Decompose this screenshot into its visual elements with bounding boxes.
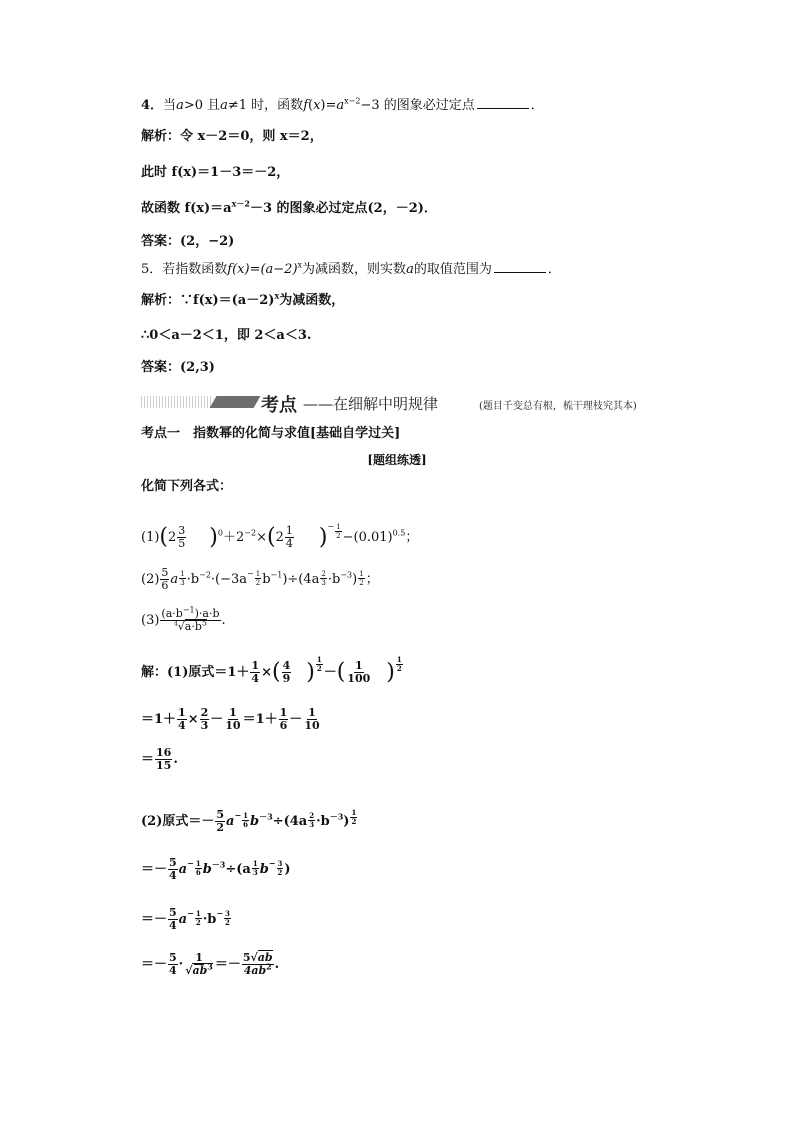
fraction [282,660,292,685]
numerator: 1 [178,706,186,719]
text: ＝1＋ [141,712,177,727]
section-banner [141,389,661,415]
denominator: 100 [347,672,371,685]
fraction [184,952,214,977]
group-practice-label [0,451,794,468]
var: a [170,572,179,587]
denominator: 3 [252,868,258,877]
solution-2-line3 [141,898,232,935]
label: (2) [141,572,160,587]
numerator: 2 [309,811,315,820]
text: ∵f(x)＝(a－2) [180,293,275,308]
text: ． [530,98,544,113]
numerator: 5√ab [242,951,273,964]
banner-stripes [141,396,211,408]
text: ) [343,814,350,829]
solution-1-line2 [141,705,322,735]
exponent: 0 [217,528,223,538]
exponent: －3 [329,811,344,822]
exponent-sign: − [216,908,224,918]
denominator: 2 [359,579,364,587]
exponent-fraction [308,812,315,829]
text: ·(−3a [210,572,248,587]
text: 4ab [243,964,267,977]
fraction [346,660,371,685]
text: 5 [242,951,251,964]
problem-2 [141,560,379,594]
text: × [256,530,267,545]
text: )÷(4a [282,572,320,587]
solution-1-line3 [141,745,178,775]
exponent-fraction [179,570,185,587]
banner-note: (题目千变总有根，梳干理枝究其本) [479,401,637,412]
fraction [177,525,186,550]
text: ·b [316,814,330,829]
numerator: 3 [277,859,283,868]
var: b [202,862,212,877]
analysis-label: 解析： [141,129,181,144]
exponent: －3 [211,859,226,870]
text: ＝－ [141,957,168,972]
numerator: 16 [156,746,172,759]
numerator: 1 [354,659,363,672]
banner-slant-bar [210,396,261,408]
numerator: 1 [285,524,293,537]
text: ·b [202,912,217,927]
var: b [259,862,269,877]
denominator: 2 [351,817,357,826]
fraction [168,907,178,932]
numerator: 1 [279,706,288,719]
text: . [274,957,280,972]
kaodian-title [141,425,400,443]
numerator: 5 [169,906,177,919]
numerator: 1 [396,655,402,664]
fraction [168,952,178,977]
fraction [160,605,220,633]
fraction [224,707,241,732]
exponent-fraction [335,523,341,540]
subsection-label: [题组练透] [367,453,427,467]
text: . [221,613,226,628]
question-5 [141,260,561,279]
exponent-fraction [195,910,202,927]
numerator: 5 [169,856,177,869]
text: >0 且 [183,98,221,113]
fraction [285,525,294,550]
denominator: 2 [396,664,402,673]
question-number: 4． [141,98,164,113]
denominator: $√ab^3$ [185,961,213,977]
text: ab [257,951,273,964]
analysis-5-line1 [141,292,344,310]
denominator: 2 [255,579,261,587]
numerator: 1 [359,570,364,578]
numerator: 1 [195,859,201,868]
exponent-sign: − [187,858,194,868]
numerator: 1 [316,655,322,664]
exponent: 2 [266,961,272,972]
text: × [187,712,199,727]
text: ( [308,98,314,113]
problem-1: (1)(2 $\frac{3}{5}$ )$^0+2^{-2}\times(2$ $\frac{1}{4}$ )− $\frac{1}{2}$ $-(0.01)^{0.5}$； [141,522,419,550]
text: 的取值范围为 [413,262,492,277]
denominator: 6 [279,719,288,732]
exponent-fraction [320,570,326,587]
text: － [289,712,303,727]
denominator: 2 [216,821,225,834]
numerator: 1 [195,909,201,918]
text: ． [547,262,561,277]
exponent-fraction [224,910,231,927]
exponent-fraction [252,860,259,877]
answer-value: (2,3) [180,360,215,375]
solution-2-line2 [141,848,291,885]
numerator: 5 [161,566,169,579]
denominator: 10 [225,719,241,732]
denominator: 2 [195,918,201,927]
text: ； [365,572,379,587]
text: a·b [184,620,202,633]
numerator: 1 [251,659,260,672]
exponent-sign: − [327,522,335,531]
numerator: 1 [252,859,258,868]
text: ÷(a [225,862,251,877]
fraction [303,707,320,732]
text: 解：(1)原式＝1＋ [141,665,250,680]
denominator: 2 [277,868,283,877]
label: (1) [141,530,160,545]
text: ·b [327,572,341,587]
text: ＝－ [141,912,168,927]
numerator: 1 [255,570,261,578]
denominator: 3 [321,579,326,587]
text: )= [320,98,337,113]
numerator: 3 [178,524,186,537]
solution-1-line1: 解：(1)原式＝1＋ $\frac{1}{4}$ ×( $\frac{4}{9}$ ) $\frac{1}{2}$ －( $\frac{1}{100}$ ) $\frac{1}{2}$ [141,655,402,685]
exponent-fraction [242,812,249,829]
text: ； [405,530,419,545]
exponent: x−2 [344,96,361,106]
text: 令 x－2＝0，则 x＝2， [180,129,323,144]
text: ＝1＋ [242,712,278,727]
text: ab [192,964,208,977]
exponent-fraction [350,809,357,826]
text: ＝－ [141,862,168,877]
answer-label: 答案： [141,360,181,375]
text: −(0.01) [342,530,393,545]
exponent: −2 [244,528,257,538]
denominator: 15 [156,759,172,772]
exponent: 3 [207,961,213,972]
denominator: 3 [200,719,209,732]
numerator: 1 [180,570,185,578]
analysis-4-line3 [141,200,437,218]
exponent-fraction [255,570,261,587]
exponent: 5 [201,618,207,628]
denominator: 4 [169,919,177,932]
text: (2)原式＝－ [141,814,215,829]
exponent: 0.5 [392,528,406,538]
text: ·b [186,572,200,587]
denominator: 6 [195,868,201,877]
analysis-5-line2 [141,327,311,345]
exponent: −2 [199,570,211,580]
denominator: 2 [225,918,230,927]
denominator: 3 [180,579,185,587]
root-index: 4 [173,620,178,628]
denominator: 2 [316,664,322,673]
denominator: 4 [285,537,293,550]
text: － [323,665,337,680]
exponent: －3 [259,811,273,822]
fraction [200,707,210,732]
exponent-fraction [195,860,202,877]
exponent: −3 [340,570,353,580]
numerator: 1 [195,951,203,964]
exponent-sign: − [247,569,254,578]
exponent: x－2 [231,198,250,209]
radicand [185,619,207,633]
fraction [168,857,178,882]
solution-2-line1 [141,800,358,837]
fraction [177,707,187,732]
text: . [173,752,178,767]
var: a [176,98,184,113]
exponent: x [274,290,280,301]
var: a [226,814,235,829]
exponent-sign: − [268,858,276,868]
text: ＝ [141,752,155,767]
fraction [215,809,225,834]
denominator: $^4√a\cdot b^5$ [173,618,207,633]
text: (a·b [161,607,183,620]
mixed-whole: 2 [168,530,177,545]
denominator: 6 [161,579,169,592]
solution-2-line4 [141,948,279,982]
var: a [336,98,345,113]
text: 为减函数， [279,293,345,308]
answer-value: (2，−2) [180,234,235,249]
denominator: 4 [169,869,177,882]
denominator: 5 [178,537,186,550]
denominator: 10 [304,719,320,732]
text: ÷(4a [272,814,308,829]
numerator: 4 [282,659,291,672]
answer-label: 答案： [141,234,181,249]
denominator: 4 [169,964,177,977]
text: ≠1 时，函数 [227,98,304,113]
numerator: 1 [229,706,237,719]
exponent: −1 [182,605,195,615]
text: ) [352,572,358,587]
text: b [262,572,271,587]
radicand [192,963,212,977]
var: a [178,912,188,927]
denominator: 4 [251,672,260,685]
banner-subtitle: ——在细解中明规律 [303,395,439,413]
denominator: 9 [282,672,291,685]
var: a [406,262,414,277]
text: －3 的图象必过定点(2，－2)． [249,201,437,216]
var: a [220,98,228,113]
var: f [303,98,308,113]
denominator: 3 [309,820,315,829]
numerator: 5 [169,951,177,964]
text: － [210,712,224,727]
banner-title: 考点 [261,395,297,416]
text: ＋2 [222,530,245,545]
numerator: 1 [243,811,249,820]
denominator [243,961,273,977]
text: 故函数 f(x)＝a [141,201,232,216]
denominator: 6 [243,820,249,829]
text: f(x)=(a−2) [227,262,298,277]
answer-5 [141,359,215,377]
answer-blank [494,260,546,273]
denominator: 2 [336,532,341,540]
exponent-fraction [358,570,364,587]
analysis-4-line2 [141,164,289,182]
numerator: 2 [200,706,209,719]
exponent-fraction [277,860,284,877]
fraction [250,660,260,685]
text: )·a·b [194,607,220,620]
analysis-label: 解析： [141,293,181,308]
mixed-whole: 2 [275,530,284,545]
numerator: 1 [308,706,316,719]
numerator: 2 [321,570,326,578]
exponent-fraction [396,656,403,673]
text: −3 的图象必过定点 [360,98,475,113]
numerator: 1 [351,808,357,817]
answer-4 [141,233,234,251]
label: (3) [141,613,160,628]
text: 化简下列各式： [141,479,233,494]
analysis-4-line1 [141,128,323,146]
text: · [178,957,184,972]
fraction [155,747,172,772]
problem-intro [141,478,232,496]
var: x [313,98,321,113]
text: × [261,665,272,680]
var: b [250,814,260,829]
fraction [242,952,274,977]
var: a [178,862,188,877]
question-4 [141,96,544,115]
problem-3 [141,605,226,637]
numerator: 1 [336,523,341,531]
exponent-sign: − [234,810,242,820]
exponent-fraction [316,656,323,673]
exponent-sign: − [187,908,194,918]
numerator: 3 [225,909,230,918]
exponent: x [297,260,303,270]
exponent: −1 [270,570,283,580]
text: 5．若指数函数 [141,262,228,277]
answer-blank [477,96,529,109]
text: ) [284,862,291,877]
text: 此时 f(x)＝1－3＝－2， [141,165,290,180]
section-title: 考点一 指数幂的化简与求值[基础自学过关] [141,426,401,441]
text: 为减函数，则实数 [302,262,407,277]
text: ∴0＜a－2＜1，即 2＜a＜3. [141,328,312,343]
denominator: 4 [178,719,186,732]
fraction [279,707,289,732]
fraction [160,567,169,592]
text: ＝－ [214,957,241,972]
text: 当 [163,98,177,113]
numerator: 5 [216,808,225,821]
